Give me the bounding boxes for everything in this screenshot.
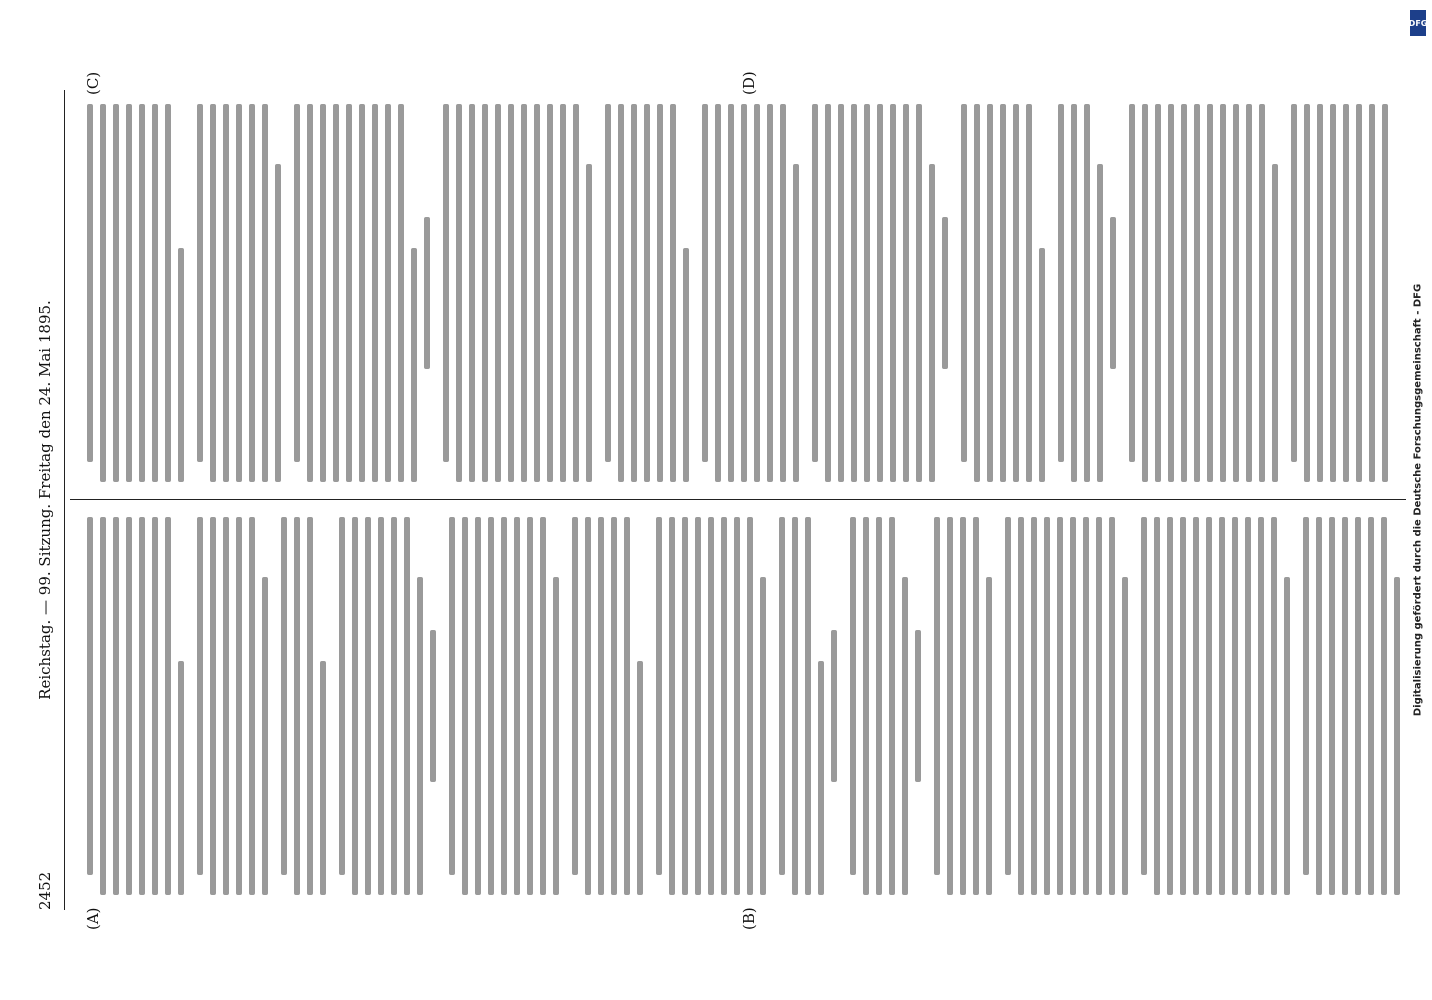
- text-line-placeholder: [462, 517, 468, 895]
- text-line-placeholder: [100, 104, 106, 482]
- text-line-placeholder: [825, 104, 831, 482]
- paragraph-gap: [326, 517, 332, 895]
- text-line-placeholder: [1142, 104, 1148, 482]
- text-line-placeholder: [656, 517, 662, 875]
- text-line-placeholder: [294, 517, 300, 895]
- text-line-placeholder: [598, 517, 604, 895]
- text-line-placeholder: [339, 517, 345, 875]
- text-line-placeholder: [1206, 517, 1212, 895]
- text-line-placeholder: [281, 517, 287, 875]
- text-line-placeholder: [851, 104, 857, 482]
- paragraph-gap: [1388, 104, 1394, 482]
- text-line-placeholder: [527, 517, 533, 895]
- margin-mark-a: (A): [84, 907, 102, 930]
- paragraph-gap: [992, 517, 998, 895]
- text-line-placeholder: [1154, 517, 1160, 895]
- text-line-placeholder: [1096, 517, 1102, 895]
- text-line-placeholder: [1071, 104, 1077, 482]
- text-line-placeholder: [818, 661, 824, 895]
- paragraph-gap: [799, 104, 805, 482]
- text-line-placeholder: [929, 164, 935, 482]
- text-line-placeholder: [876, 517, 882, 895]
- text-line-placeholder: [139, 517, 145, 895]
- text-line-placeholder: [165, 517, 171, 895]
- text-line-placeholder: [378, 517, 384, 895]
- text-line-placeholder: [890, 104, 896, 482]
- text-line-placeholder: [1180, 517, 1186, 895]
- paragraph-gap: [1290, 517, 1296, 895]
- text-line-placeholder: [449, 517, 455, 875]
- text-line-placeholder: [100, 517, 106, 895]
- text-line-placeholder: [1168, 104, 1174, 482]
- text-line-placeholder: [1097, 164, 1103, 482]
- text-line-placeholder: [889, 517, 895, 895]
- text-line-placeholder: [902, 577, 908, 895]
- text-line-placeholder: [1129, 104, 1135, 462]
- page-header: [36, 90, 58, 910]
- text-line-placeholder: [1193, 517, 1199, 895]
- text-line-placeholder: [572, 517, 578, 875]
- paragraph-gap: [430, 104, 436, 482]
- text-line-placeholder: [1259, 104, 1265, 482]
- text-line-placeholder: [1000, 104, 1006, 482]
- text-line-placeholder: [152, 517, 158, 895]
- session-heading: Reichstag. — 99. Sitzung. Freitag den 24. Mai 1895.: [36, 300, 54, 700]
- text-line-placeholder: [947, 517, 953, 895]
- margin-mark-c: (C): [84, 71, 102, 95]
- paragraph-gap: [559, 517, 565, 895]
- text-line-placeholder: [864, 104, 870, 482]
- text-line-placeholder: [1181, 104, 1187, 482]
- text-line-placeholder: [1291, 104, 1297, 462]
- text-line-placeholder: [475, 517, 481, 895]
- text-line-placeholder: [87, 517, 93, 875]
- text-line-placeholder: [113, 104, 119, 482]
- text-line-placeholder: [1220, 104, 1226, 482]
- text-line-placeholder: [443, 104, 449, 462]
- paragraph-gap: [921, 517, 927, 895]
- text-line-placeholder: [294, 104, 300, 462]
- text-line-placeholder: [644, 104, 650, 482]
- text-line-placeholder: [1194, 104, 1200, 482]
- text-line-placeholder: [165, 104, 171, 482]
- text-line-placeholder: [695, 517, 701, 895]
- text-line-placeholder: [961, 104, 967, 462]
- text-line-placeholder: [152, 104, 158, 482]
- paragraph-gap: [184, 517, 190, 895]
- text-line-placeholder: [210, 517, 216, 895]
- text-line-placeholder: [624, 517, 630, 895]
- text-line-placeholder: [249, 104, 255, 482]
- text-line-placeholder: [1044, 517, 1050, 895]
- text-line-placeholder: [670, 104, 676, 482]
- text-line-placeholder: [307, 104, 313, 482]
- text-line-placeholder: [514, 517, 520, 895]
- dfg-logo: DFG: [1410, 10, 1426, 36]
- text-line-placeholder: [792, 517, 798, 895]
- margin-mark-b: (B): [740, 907, 758, 930]
- paragraph-gap: [436, 517, 442, 895]
- text-line-placeholder: [1368, 517, 1374, 895]
- text-line-placeholder: [934, 517, 940, 875]
- text-line-placeholder: [754, 104, 760, 482]
- text-line-placeholder: [1369, 104, 1375, 482]
- text-line-placeholder: [863, 517, 869, 895]
- text-line-placeholder: [573, 104, 579, 482]
- text-line-placeholder: [1329, 517, 1335, 895]
- text-line-placeholder: [1083, 517, 1089, 895]
- text-line-placeholder: [1018, 517, 1024, 895]
- text-line-placeholder: [197, 104, 203, 462]
- text-line-placeholder: [669, 517, 675, 895]
- text-line-placeholder: [197, 517, 203, 875]
- text-line-placeholder: [417, 577, 423, 895]
- text-line-placeholder: [1232, 517, 1238, 895]
- text-line-placeholder: [812, 104, 818, 462]
- text-line-placeholder: [973, 517, 979, 895]
- text-line-placeholder: [916, 104, 922, 482]
- text-line-placeholder: [236, 104, 242, 482]
- text-line-placeholder: [404, 517, 410, 895]
- text-line-placeholder: [456, 104, 462, 482]
- text-line-placeholder: [682, 517, 688, 895]
- text-line-placeholder: [488, 517, 494, 895]
- paragraph-gap: [281, 104, 287, 482]
- text-line-placeholder: [1342, 517, 1348, 895]
- paragraph-gap: [184, 104, 190, 482]
- paragraph-gap: [592, 104, 598, 482]
- text-line-placeholder: [1317, 104, 1323, 482]
- paragraph-gap: [643, 517, 649, 895]
- text-line-placeholder: [708, 517, 714, 895]
- text-line-placeholder: [877, 104, 883, 482]
- text-line-placeholder: [721, 517, 727, 895]
- text-line-placeholder: [249, 517, 255, 895]
- text-line-placeholder: [547, 104, 553, 482]
- text-line-placeholder: [1271, 517, 1277, 895]
- text-line-placeholder: [805, 517, 811, 895]
- paragraph-gap: [689, 104, 695, 482]
- text-line-placeholder: [1141, 517, 1147, 875]
- column-left: [80, 517, 1402, 895]
- text-line-placeholder: [534, 104, 540, 482]
- paragraph-gap: [1400, 517, 1402, 895]
- text-line-placeholder: [850, 517, 856, 875]
- text-line-placeholder: [1343, 104, 1349, 482]
- text-line-placeholder: [346, 104, 352, 482]
- text-line-placeholder: [1355, 517, 1361, 895]
- text-line-placeholder: [126, 104, 132, 482]
- text-line-placeholder: [139, 104, 145, 482]
- text-line-placeholder: [411, 248, 417, 482]
- text-line-placeholder: [1245, 517, 1251, 895]
- text-line-placeholder: [585, 517, 591, 895]
- text-line-placeholder: [1084, 104, 1090, 482]
- text-line-placeholder: [560, 104, 566, 482]
- text-line-placeholder: [1330, 104, 1336, 482]
- text-line-placeholder: [1167, 517, 1173, 895]
- text-line-placeholder: [236, 517, 242, 895]
- column-divider: [70, 499, 1406, 500]
- text-line-placeholder: [223, 104, 229, 482]
- text-line-placeholder: [1058, 104, 1064, 462]
- text-line-placeholder: [365, 517, 371, 895]
- text-line-placeholder: [469, 104, 475, 482]
- text-line-placeholder: [838, 104, 844, 482]
- text-line-placeholder: [715, 104, 721, 482]
- paragraph-gap: [268, 517, 274, 895]
- text-line-placeholder: [501, 517, 507, 895]
- text-line-placeholder: [631, 104, 637, 482]
- text-line-placeholder: [1013, 104, 1019, 482]
- text-line-placeholder: [372, 104, 378, 482]
- text-line-placeholder: [508, 104, 514, 482]
- text-line-placeholder: [779, 517, 785, 875]
- text-line-placeholder: [1304, 104, 1310, 482]
- text-line-placeholder: [113, 517, 119, 895]
- text-line-placeholder: [540, 517, 546, 895]
- text-line-placeholder: [210, 104, 216, 482]
- paragraph-gap: [837, 517, 843, 895]
- page-number: 2452: [36, 871, 54, 910]
- text-line-placeholder: [223, 517, 229, 895]
- digitization-note: Digitalisierung gefördert durch die Deutsche Forschungsgemeinschaft - DFG: [1412, 283, 1424, 717]
- text-line-placeholder: [1258, 517, 1264, 895]
- text-line-placeholder: [1070, 517, 1076, 895]
- text-line-placeholder: [1207, 104, 1213, 482]
- text-line-placeholder: [262, 104, 268, 482]
- text-line-placeholder: [521, 104, 527, 482]
- text-line-placeholder: [960, 517, 966, 895]
- text-line-placeholder: [87, 104, 93, 462]
- text-line-placeholder: [728, 104, 734, 482]
- text-line-placeholder: [1246, 104, 1252, 482]
- text-line-placeholder: [747, 517, 753, 895]
- header-rule: [64, 90, 65, 910]
- text-line-placeholder: [1233, 104, 1239, 482]
- text-line-placeholder: [1303, 517, 1309, 875]
- text-line-placeholder: [126, 517, 132, 895]
- paragraph-gap: [766, 517, 772, 895]
- text-line-placeholder: [1316, 517, 1322, 895]
- text-line-placeholder: [741, 104, 747, 482]
- text-line-placeholder: [734, 517, 740, 895]
- text-line-placeholder: [987, 104, 993, 482]
- text-line-placeholder: [1057, 517, 1063, 895]
- text-line-placeholder: [780, 104, 786, 482]
- margin-mark-d: (D): [740, 71, 758, 95]
- text-line-placeholder: [1005, 517, 1011, 875]
- paragraph-gap: [1045, 104, 1051, 482]
- text-line-placeholder: [1026, 104, 1032, 482]
- paragraph-gap: [1278, 104, 1284, 482]
- text-line-placeholder: [482, 104, 488, 482]
- text-line-placeholder: [611, 517, 617, 895]
- paragraph-gap: [1128, 517, 1134, 895]
- text-line-placeholder: [657, 104, 663, 482]
- text-line-placeholder: [391, 517, 397, 895]
- text-line-placeholder: [767, 104, 773, 482]
- column-right: [80, 104, 1402, 482]
- text-line-placeholder: [1031, 517, 1037, 895]
- text-line-placeholder: [605, 104, 611, 462]
- text-line-placeholder: [618, 104, 624, 482]
- text-line-placeholder: [1219, 517, 1225, 895]
- text-line-placeholder: [333, 104, 339, 482]
- text-line-placeholder: [1381, 517, 1387, 895]
- text-line-placeholder: [974, 104, 980, 482]
- text-line-placeholder: [398, 104, 404, 482]
- text-line-placeholder: [307, 517, 313, 895]
- paragraph-gap: [948, 104, 954, 482]
- text-line-placeholder: [385, 104, 391, 482]
- text-line-placeholder: [903, 104, 909, 482]
- paragraph-gap: [1116, 104, 1122, 482]
- digitization-strip: [1408, 6, 1428, 994]
- text-line-placeholder: [359, 104, 365, 482]
- text-line-placeholder: [1155, 104, 1161, 482]
- text-line-placeholder: [1356, 104, 1362, 482]
- text-line-placeholder: [1109, 517, 1115, 895]
- text-line-placeholder: [495, 104, 501, 482]
- text-line-placeholder: [352, 517, 358, 895]
- text-line-placeholder: [320, 104, 326, 482]
- text-line-placeholder: [702, 104, 708, 462]
